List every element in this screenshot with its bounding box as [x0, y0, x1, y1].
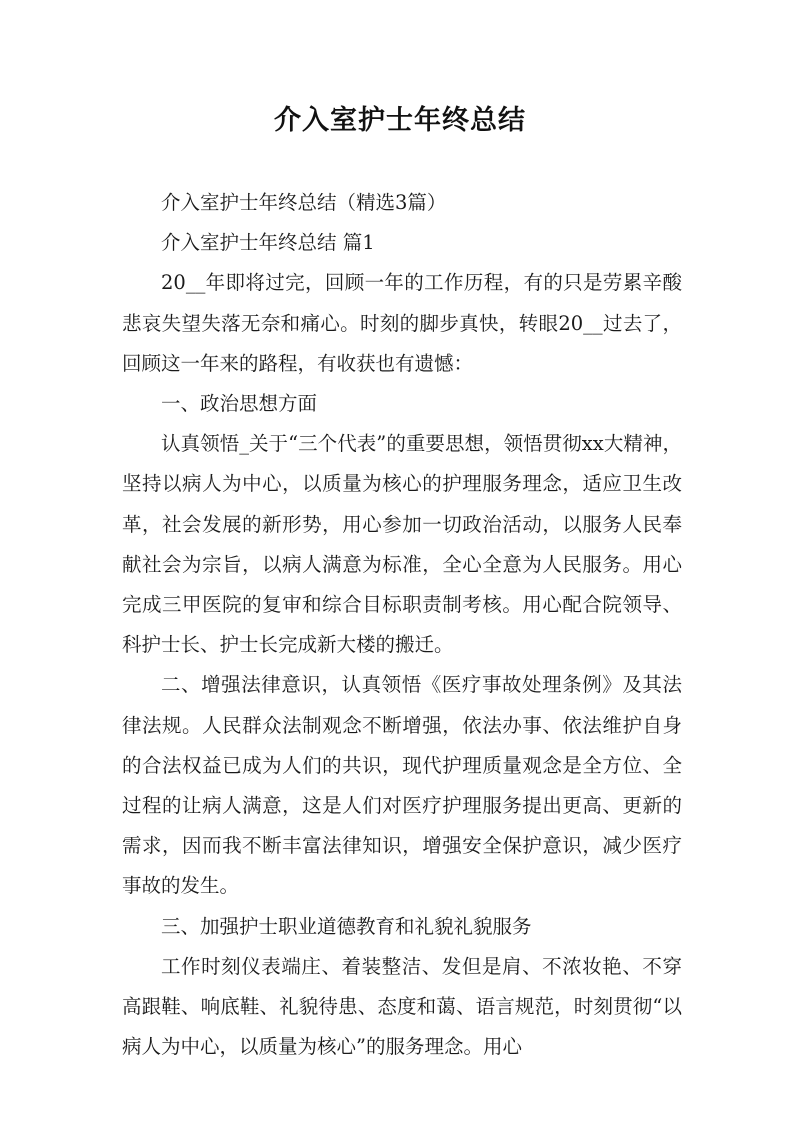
- paragraph-ethics: 工作时刻仪表端庄、着装整洁、发但是肩、不浓妆艳、不穿高跟鞋、响底鞋、礼貌待患、态度和蔼、语言规范，时刻贯彻“以病人为中心，以质量为核心”的服务理念。用心: [122, 954, 682, 1059]
- paragraph-subtitle: 介入室护士年终总结（精选3篇）: [161, 191, 447, 214]
- document-title: 介入室护士年终总结: [274, 105, 526, 136]
- paragraph-intro: 20__年即将过完，回顾一年的工作历程，有的只是劳累辛酸悲哀失望失落无奈和痛心。时刻的脚步真快，转眼20__过去了，回顾这一年来的路程，有收获也有遗憾：: [122, 271, 682, 375]
- document-body: [122, 183, 682, 1067]
- paragraph-section-heading: 介入室护士年终总结 篇1: [161, 231, 375, 255]
- paragraph-politics: 认真领悟_关于“三个代表”的重要思想，领悟贯彻xx大精神，坚持以病人为中心，以质量为核心的护理服务理念，适应卫生改革，社会发展的新形势，用心参加一切政治活动，以服务人民奉献社会为宗旨，以病人满意为标准，全心全意为人民服务。用心完成三甲医院的复审和综合目标职责制考核。用心配合院领导、科护士长、护士长完成新大楼的搬迁。: [122, 432, 682, 657]
- heading-ethics: 三、加强护士职业道德教育和礼貌礼貌服务: [161, 914, 532, 938]
- heading-politics: 一、政治思想方面: [161, 392, 318, 416]
- paragraph-law: 二、增强法律意识，认真领悟《医疗事故处理条例》及其法律法规。人民群众法制观念不断增强，依法办事、依法维护自身的合法权益已成为人们的共识，现代护理质量观念是全方位、全过程的让病人满意，这是人们对医疗护理服务提出更高、更新的需求，因而我不断丰富法律知识，增强安全保护意识，减少医疗事故的发生。: [122, 673, 682, 898]
